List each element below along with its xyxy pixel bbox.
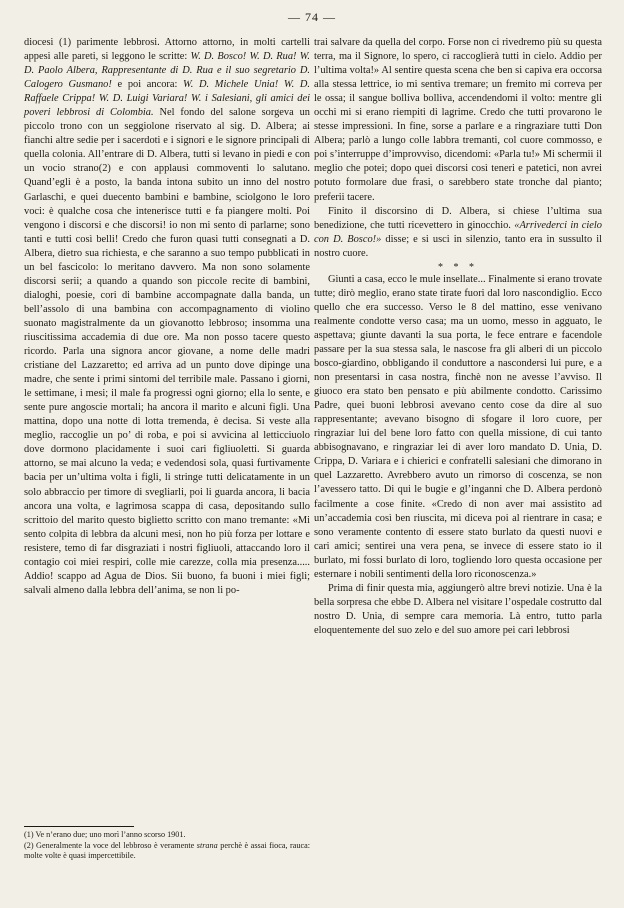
italic-segment: «Arrivederci in cielo con D. Bosco!» [314, 219, 602, 245]
right-paragraph-2 [314, 205, 602, 261]
section-separator: * * * [438, 261, 478, 273]
right-paragraph-3: Giunti a casa, ecco le mule insellate... Finalmente si erano trovate tutte; dirò meglio, erano state tirate fuori dal loro nascondiglio. Ecco quello che era successo. Verso le 8 del mattino, esse venivano realmente condotte verso casa; ma un uomo, messo in agguato, le aspettava; giunte davanti la sua porta, le fece entrare e facendole passare per la sua stessa sala, le nascose fra gli alberi di un piccolo bosco-giardino, obbligando il conduttore a nascondersi lui pure, e a non presentarsi in casa nostra, finchè non ne avesse l’avviso. Il giuoco era stato ben pensato e più abilmente condotto. Carissimo Padre, quei buoni lebbrosi avevano cento cose da dire al suo rappresentante; avevano bisogno di sfogare il loro cuore, per ringraziar lui del bene loro fatto con quella missione, di cui tanto abbisognavano, e ringraziar lei di aver loro mandato D. Unia, D. Crippa, D. Variara e i chierici e confratelli salesiani che dimorano in quel Lazzaretto. Avrebbero avuto un rimorso di coscenza, se non l’avessero tatto. Di qui le bugie e gl’inganni che D. Albera perdonò facilmente a cose finite. «Credo di non aver mai assistito ad un’accademia così ben riuscita, mi diceva poi al rientrare in casa; e sono veramente contento di essere stato burlato da questi nuovi e cari amici; sentirei una vera pena, se invece di essere stato io il burlato, mi fossi burlato di loro, togliendo loro questa occasione per esternare i nobili sentimenti della loro riconoscenza.» [314, 273, 602, 580]
text-segment: Nel fondo del salone sorgeva un piccolo trono con un seggiolone riservato al sig. D. Albera; ai fianchi altre sedie per i sacerdoti e i signori e le signore principali di quella colonia. All’entrare di D. Albera, tutti si levano in piedi e con un vocio strano [24, 107, 310, 175]
text-segment: disse; e si usci in silenzio, tanto era in sussulto il nostro cuore. [314, 233, 602, 259]
text-segment: Finito il discorsino di D. Albera, si chiese l’ultima sua benedizione, che tutti ricevettero in ginocchio. [314, 205, 602, 231]
italic-segment: W. D. Bosco! W. D. Rua! W. D. Paolo Albera, Rappresentante di D. Rua e il suo segretario D. Calogero Gusmano! [24, 51, 310, 91]
footnotes [24, 830, 310, 862]
right-paragraph-4: Prima di finir questa mia, aggiungerò altre brevi notizie. Una è la bella sorpresa che ebbe D. Albera nel visitare l’ospedale costrutto dal nostro D. Unia, di sempre cara memoria. Là entro, tutto parla eloquentemente del suo zelo e del suo amore pei cari lebbrosi [314, 582, 602, 636]
right-paragraph-1: trai salvare da quella del corpo. Forse non ci rivedremo più su questa terra, ma il Signore, lo spero, ci raccoglierà tutti in cielo. Addio per l’ultima volta!» Al sentire questa scena che ben si capiva era occorsa alla stessa lettrice, io mi sentiva tremare; un fremito mi correva per le ossa; il sangue bolliva bolliva, accendendomi il volto: mentre gli occhi mi si erano riempiti di lagrime. Credo che tutti provarono le stesse impressioni. In fine, sorse a parlare e a ringraziare tutti Don Albera; parlò a lungo colle labbra tremanti, col cuore commosso, e poi s’interruppe d’improvviso, dicendomi: «Parla tu!» Mi schermii il meglio che potei; dopo quei discorsi così teneri e patetici, non avrei potuto formolare due frasi, o sarebbero state tronche dal pianto; preferii tacere. [314, 37, 602, 203]
footnote-rule [24, 826, 134, 827]
right-column [314, 36, 602, 638]
italic-segment: W. D. Michele Unia! W. D. Raffaele Crippa! W. D. Luigi Variara! W. i Salesiani, gli amici dei poveri lebbrosi di Colombia. [24, 79, 310, 119]
text-segment: perchè è assai fioca, rauca: molte volte è quasi impercettibile. [24, 840, 311, 861]
footnote-ref: (2) [98, 163, 111, 175]
page-number: — 74 — [288, 10, 336, 24]
left-column [24, 36, 310, 598]
left-paragraph [24, 36, 310, 598]
footnote-2 [24, 841, 310, 862]
text-segment: e con applausi commoventi lo salutano. Quand’egli è a posto, la banda intona subito un inno del nostro Garlaschi, e quei duecento bambini e bambine, sciolgono le loro voci: è qualche cosa che intenerisce tutti e fa piangere molti. Poi vengono i discorsi e che discorsi! io non mi sento di parlarne; sono tanti e tutti così belli! Credo che furon quasi tutti consegnati a D. Albera, dietro sua richiesta, e che saranno a suo tempo pubblicati in un bel fascicolo: lo meritano davvero. Ma non sono solamente discorsi serii; a quando a quando son piccole recite di bambini, dialoghi, poesie, cori di bambine accompagnate dalla banda, un bell’assolo di una bambina con accompagnamento di violino suonato magistralmente da un giovanotto lebbroso; insomma una riuscitissima accademia di due ore. Ma non posso tacere questo ricordo. Parla una signora ancor giovane, a nome delle madri cristiane del Lazzaretto; ed arriva ad un punto dove dipinge una madre, che sente i primi sintomi del terribile male. Passano i giorni, le settimane, i mesi; il male fa progressi ogni giorno; ella lo sente, e sente pure angoscie mortali; ha ancora il marito e alcuni figli. Una mattina, dopo una notte di lotta tremenda, è decisa. Si veste alla meglio, raccoglie un po’ di roba, e poi si avvicina al letticciuolo dove dormono placidamente i suoi cari figliuoletti. Si guarda attorno, se mai alcuno la veda; e vedendosi sola, quasi furtivamente bacia per un’ultima volta i figli, li stringe tutti delicatamente in un solo abbraccio per timore di svegliarli, poi li guarda ancora, li bacia ancora una volta, e lagrimosa scappa di casa, depositando sullo scrittoio del marito questo biglietto scritto con mano tremante: «Mi sento colpita di lebbra da alcuni mesi, non ho più forza per lottare e resistere, temo di far disgraziati i nostri figliuoli, attaccando loro il contagio coi miei respiri, colle mie carezze, colla mia presenza..... Addio! scappo ad Agua de Dios. Sii buono, fa buoni i miei figli; salvali almeno dalla lebbra dell’anima, se non li po- [24, 163, 310, 596]
footnote-1: (1) Ve n’erano due; uno morì l’anno scorso 1901. [24, 830, 186, 839]
italic-segment: strana [196, 840, 218, 850]
text-segment: diocesi (1) parimente lebbrosi. Attorno attorno, in molti cartelli appesi alle pareti, si leggono le scritte: [24, 37, 310, 63]
text-segment: e poi ancora: [117, 79, 178, 91]
text-segment: (2) Generalmente la voce del lebbroso è veramente [24, 840, 195, 850]
